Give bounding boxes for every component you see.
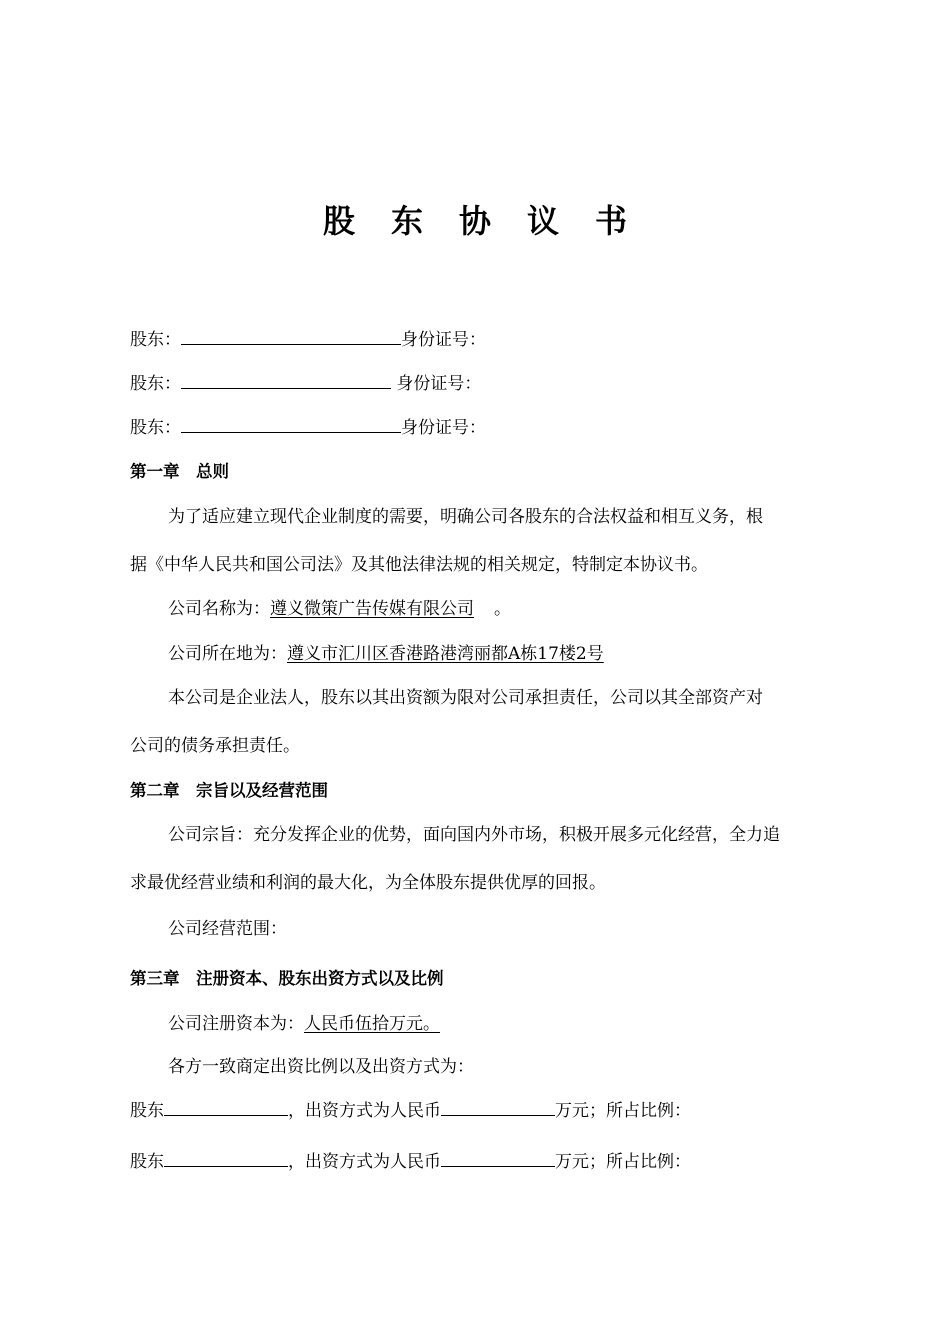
chapter-2-paragraph-1-line-2: 求最优经营业绩和利润的最大化，为全体股东提供优厚的回报。	[130, 873, 606, 893]
title-char: 东	[390, 202, 423, 240]
contribution-amount-blank	[441, 1152, 555, 1167]
shareholder-label: 股东：	[130, 330, 181, 350]
contribution-unit-text: 万元；所占比例：	[555, 1152, 691, 1172]
contribution-shareholder-blank	[164, 1152, 288, 1167]
id-number-label: 身份证号：	[401, 330, 486, 350]
contribution-unit-text: 万元；所占比例：	[555, 1101, 691, 1121]
registered-capital-label: 公司注册资本为：	[168, 1014, 304, 1034]
contribution-method-text: ，出资方式为人民币	[288, 1152, 441, 1172]
id-number-label: 身份证号：	[401, 418, 486, 438]
chapter-1-paragraph-1-line-2: 据《中华人民共和国公司法》及其他法律法规的相关规定，特制定本协议书。	[130, 555, 708, 575]
company-name-end: 。	[494, 599, 511, 619]
company-name-value: 遵义微策广告传媒有限公司	[270, 599, 474, 619]
contribution-shareholder-blank	[164, 1101, 288, 1116]
title-char: 书	[595, 202, 628, 240]
contribution-intro: 各方一致商定出资比例以及出资方式为：	[168, 1057, 474, 1077]
contribution-row-1	[130, 1099, 691, 1123]
chapter-1-paragraph-2-line-2: 公司的债务承担责任。	[130, 736, 300, 756]
shareholder-label: 股东：	[130, 418, 181, 438]
shareholder-name-blank	[181, 374, 391, 389]
registered-capital-line	[168, 1012, 444, 1036]
contribution-row-2	[130, 1150, 691, 1174]
title-char: 协	[458, 202, 491, 240]
id-number-label: 身份证号：	[391, 374, 482, 394]
contribution-method-text: ，出资方式为人民币	[288, 1101, 441, 1121]
business-scope-label: 公司经营范围：	[168, 919, 287, 939]
title-char: 议	[527, 202, 560, 240]
company-address-line	[168, 642, 604, 666]
contribution-shareholder-label: 股东	[130, 1152, 164, 1172]
chapter-3-heading: 第三章 注册资本、股东出资方式以及比例	[130, 969, 444, 988]
company-name-label: 公司名称为：	[168, 599, 270, 619]
chapter-1-paragraph-2-line-1: 本公司是企业法人，股东以其出资额为限对公司承担责任，公司以其全部资产对	[168, 688, 763, 708]
chapter-2-paragraph-1-line-1: 公司宗旨：充分发挥企业的优势，面向国内外市场，积极开展多元化经营，全力追	[168, 825, 780, 845]
chapter-1-paragraph-1-line-1: 为了适应建立现代企业制度的需要，明确公司各股东的合法权益和相互义务，根	[168, 507, 763, 527]
contribution-amount-blank	[441, 1101, 555, 1116]
shareholder-line-3	[130, 416, 486, 440]
shareholder-line-1	[130, 328, 486, 352]
shareholder-line-2	[130, 372, 481, 396]
document-title	[0, 196, 950, 242]
chapter-1-heading: 第一章 总则	[130, 462, 229, 481]
title-char: 股	[322, 202, 355, 240]
shareholder-name-blank	[181, 418, 401, 433]
chapter-2-heading: 第二章 宗旨以及经营范围	[130, 781, 328, 800]
shareholder-name-blank	[181, 330, 401, 345]
company-address-value: 遵义市汇川区香港路港湾丽都A栋17楼2号	[287, 644, 604, 664]
contribution-shareholder-label: 股东	[130, 1101, 164, 1121]
registered-capital-value: 人民币伍拾万元。	[304, 1014, 440, 1034]
shareholder-label: 股东：	[130, 374, 181, 394]
company-name-line	[168, 597, 511, 621]
company-address-label: 公司所在地为：	[168, 644, 287, 664]
